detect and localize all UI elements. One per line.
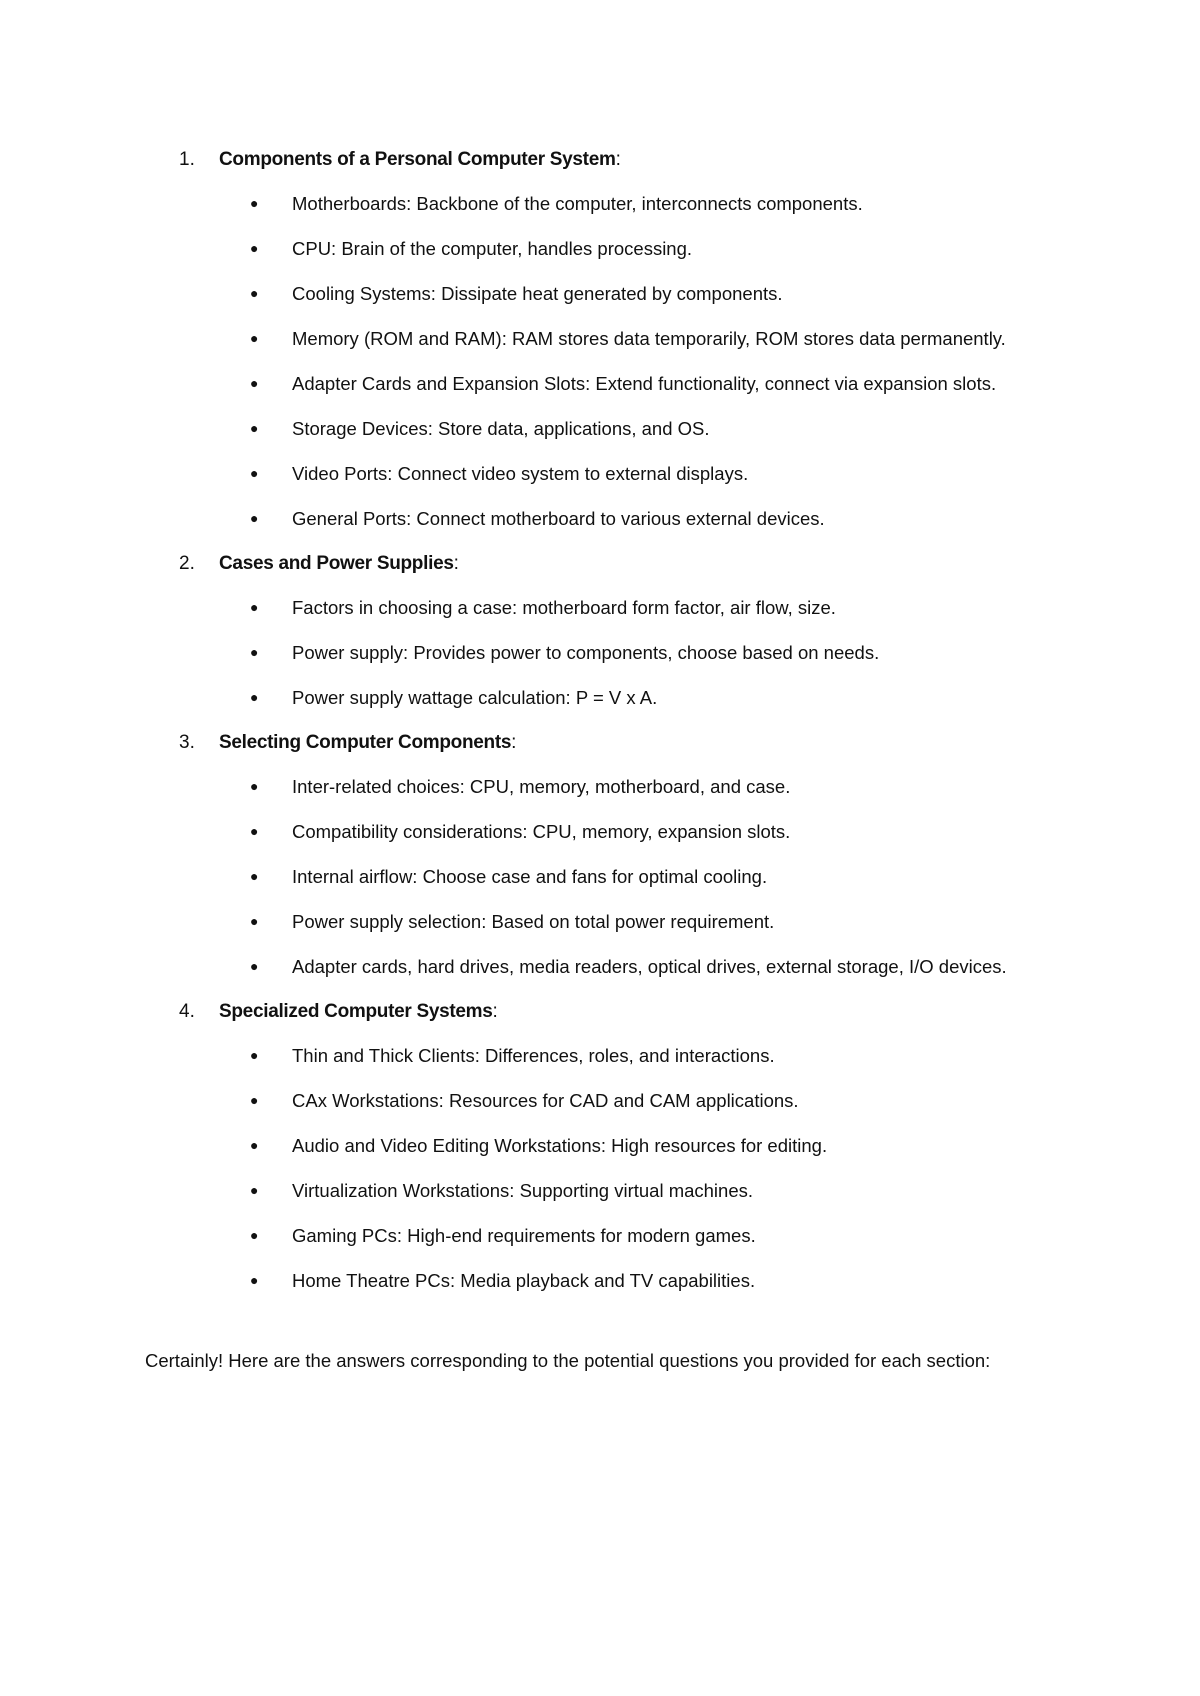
bullet-list xyxy=(145,1042,1070,1294)
bullet-icon: ● xyxy=(250,778,259,794)
bullet-icon: ● xyxy=(250,823,259,839)
list-item xyxy=(145,415,1070,442)
section-title: Cases and Power Supplies xyxy=(219,553,454,574)
list-item-text: Cooling Systems: Dissipate heat generated by components. xyxy=(292,283,783,304)
list-item xyxy=(145,190,1070,217)
bullet-list xyxy=(145,594,1070,711)
bullet-icon: ● xyxy=(250,913,259,929)
bullet-icon: ● xyxy=(250,1227,259,1243)
list-item xyxy=(145,1222,1070,1249)
list-item-text: Power supply wattage calculation: P = V x A. xyxy=(292,687,658,708)
list-item xyxy=(145,863,1070,890)
list-item xyxy=(145,1177,1070,1204)
list-item xyxy=(145,280,1070,307)
list-item xyxy=(145,818,1070,845)
bullet-icon: ● xyxy=(250,1137,259,1153)
section-number: 3. xyxy=(179,732,195,753)
list-item xyxy=(145,953,1070,980)
section-number: 2. xyxy=(179,553,195,574)
list-item-text: Power supply: Provides power to components, choose based on needs. xyxy=(292,642,880,663)
list-item-text: Inter-related choices: CPU, memory, motherboard, and case. xyxy=(292,776,791,797)
bullet-icon: ● xyxy=(250,285,259,301)
section-title: Specialized Computer Systems xyxy=(219,1001,493,1022)
list-item-text: Internal airflow: Choose case and fans for optimal cooling. xyxy=(292,866,768,887)
bullet-icon: ● xyxy=(250,1092,259,1108)
list-item xyxy=(145,1132,1070,1159)
list-item-text: Memory (ROM and RAM): RAM stores data temporarily, ROM stores data permanently. xyxy=(292,328,1006,349)
bullet-icon: ● xyxy=(250,599,259,615)
section-title: Components of a Personal Computer System xyxy=(219,149,616,170)
list-item xyxy=(145,684,1070,711)
bullet-icon: ● xyxy=(250,465,259,481)
list-item xyxy=(145,325,1070,352)
section-title-colon: : xyxy=(615,149,621,170)
section-title-colon: : xyxy=(453,553,459,574)
section-title-colon: : xyxy=(511,732,517,753)
list-item-text: CPU: Brain of the computer, handles processing. xyxy=(292,238,693,259)
list-item xyxy=(145,594,1070,621)
list-item-text: Adapter cards, hard drives, media readers, optical drives, external storage, I/O devices. xyxy=(292,956,1007,977)
list-item xyxy=(145,370,1070,397)
outline-section xyxy=(145,550,1070,711)
section-number: 1. xyxy=(179,149,195,170)
list-item-text: Motherboards: Backbone of the computer, interconnects components. xyxy=(292,193,863,214)
list-item-text: Storage Devices: Store data, applications, and OS. xyxy=(292,418,710,439)
bullet-icon: ● xyxy=(250,958,259,974)
bullet-icon: ● xyxy=(250,375,259,391)
bullet-list xyxy=(145,190,1070,532)
bullet-icon: ● xyxy=(250,510,259,526)
list-item-text: Video Ports: Connect video system to external displays. xyxy=(292,463,749,484)
list-item-text: Audio and Video Editing Workstations: High resources for editing. xyxy=(292,1135,828,1156)
list-item-text: Adapter Cards and Expansion Slots: Extend functionality, connect via expansion slots. xyxy=(292,373,997,394)
bullet-icon: ● xyxy=(250,1182,259,1198)
outline-section xyxy=(145,998,1070,1294)
list-item-text: Virtualization Workstations: Supporting virtual machines. xyxy=(292,1180,754,1201)
bullet-icon: ● xyxy=(250,1272,259,1288)
section-title: Selecting Computer Components xyxy=(219,732,512,753)
list-item xyxy=(145,505,1070,532)
bullet-icon: ● xyxy=(250,330,259,346)
bullet-icon: ● xyxy=(250,689,259,705)
bullet-icon: ● xyxy=(250,644,259,660)
list-item xyxy=(145,1267,1070,1294)
outline-section xyxy=(145,729,1070,980)
list-item-text: Compatibility considerations: CPU, memory, expansion slots. xyxy=(292,821,791,842)
bullet-icon: ● xyxy=(250,195,259,211)
bullet-icon: ● xyxy=(250,240,259,256)
list-item xyxy=(145,773,1070,800)
bullet-icon: ● xyxy=(250,1047,259,1063)
bullet-icon: ● xyxy=(250,420,259,436)
list-item xyxy=(145,1042,1070,1069)
list-item xyxy=(145,908,1070,935)
list-item-text: Gaming PCs: High-end requirements for modern games. xyxy=(292,1225,756,1246)
list-item-text: Power supply selection: Based on total power requirement. xyxy=(292,911,775,932)
outline xyxy=(145,146,1070,1294)
section-heading xyxy=(145,729,1070,756)
list-item-text: General Ports: Connect motherboard to various external devices. xyxy=(292,508,825,529)
list-item-text: Thin and Thick Clients: Differences, roles, and interactions. xyxy=(292,1045,775,1066)
list-item-text: Home Theatre PCs: Media playback and TV capabilities. xyxy=(292,1270,756,1291)
list-item-text: CAx Workstations: Resources for CAD and CAM applications. xyxy=(292,1090,799,1111)
list-item xyxy=(145,1087,1070,1114)
section-number: 4. xyxy=(179,1001,195,1022)
list-item xyxy=(145,235,1070,262)
list-item xyxy=(145,639,1070,666)
list-item-text: Factors in choosing a case: motherboard form factor, air flow, size. xyxy=(292,597,836,618)
bullet-icon: ● xyxy=(250,868,259,884)
closing-paragraph: Certainly! Here are the answers corresponding to the potential questions you provided for each section: xyxy=(145,1350,991,1371)
section-heading xyxy=(145,146,1070,173)
section-title-colon: : xyxy=(492,1001,498,1022)
section-heading xyxy=(145,998,1070,1025)
list-item xyxy=(145,460,1070,487)
bullet-list xyxy=(145,773,1070,980)
outline-section xyxy=(145,146,1070,532)
section-heading xyxy=(145,550,1070,577)
